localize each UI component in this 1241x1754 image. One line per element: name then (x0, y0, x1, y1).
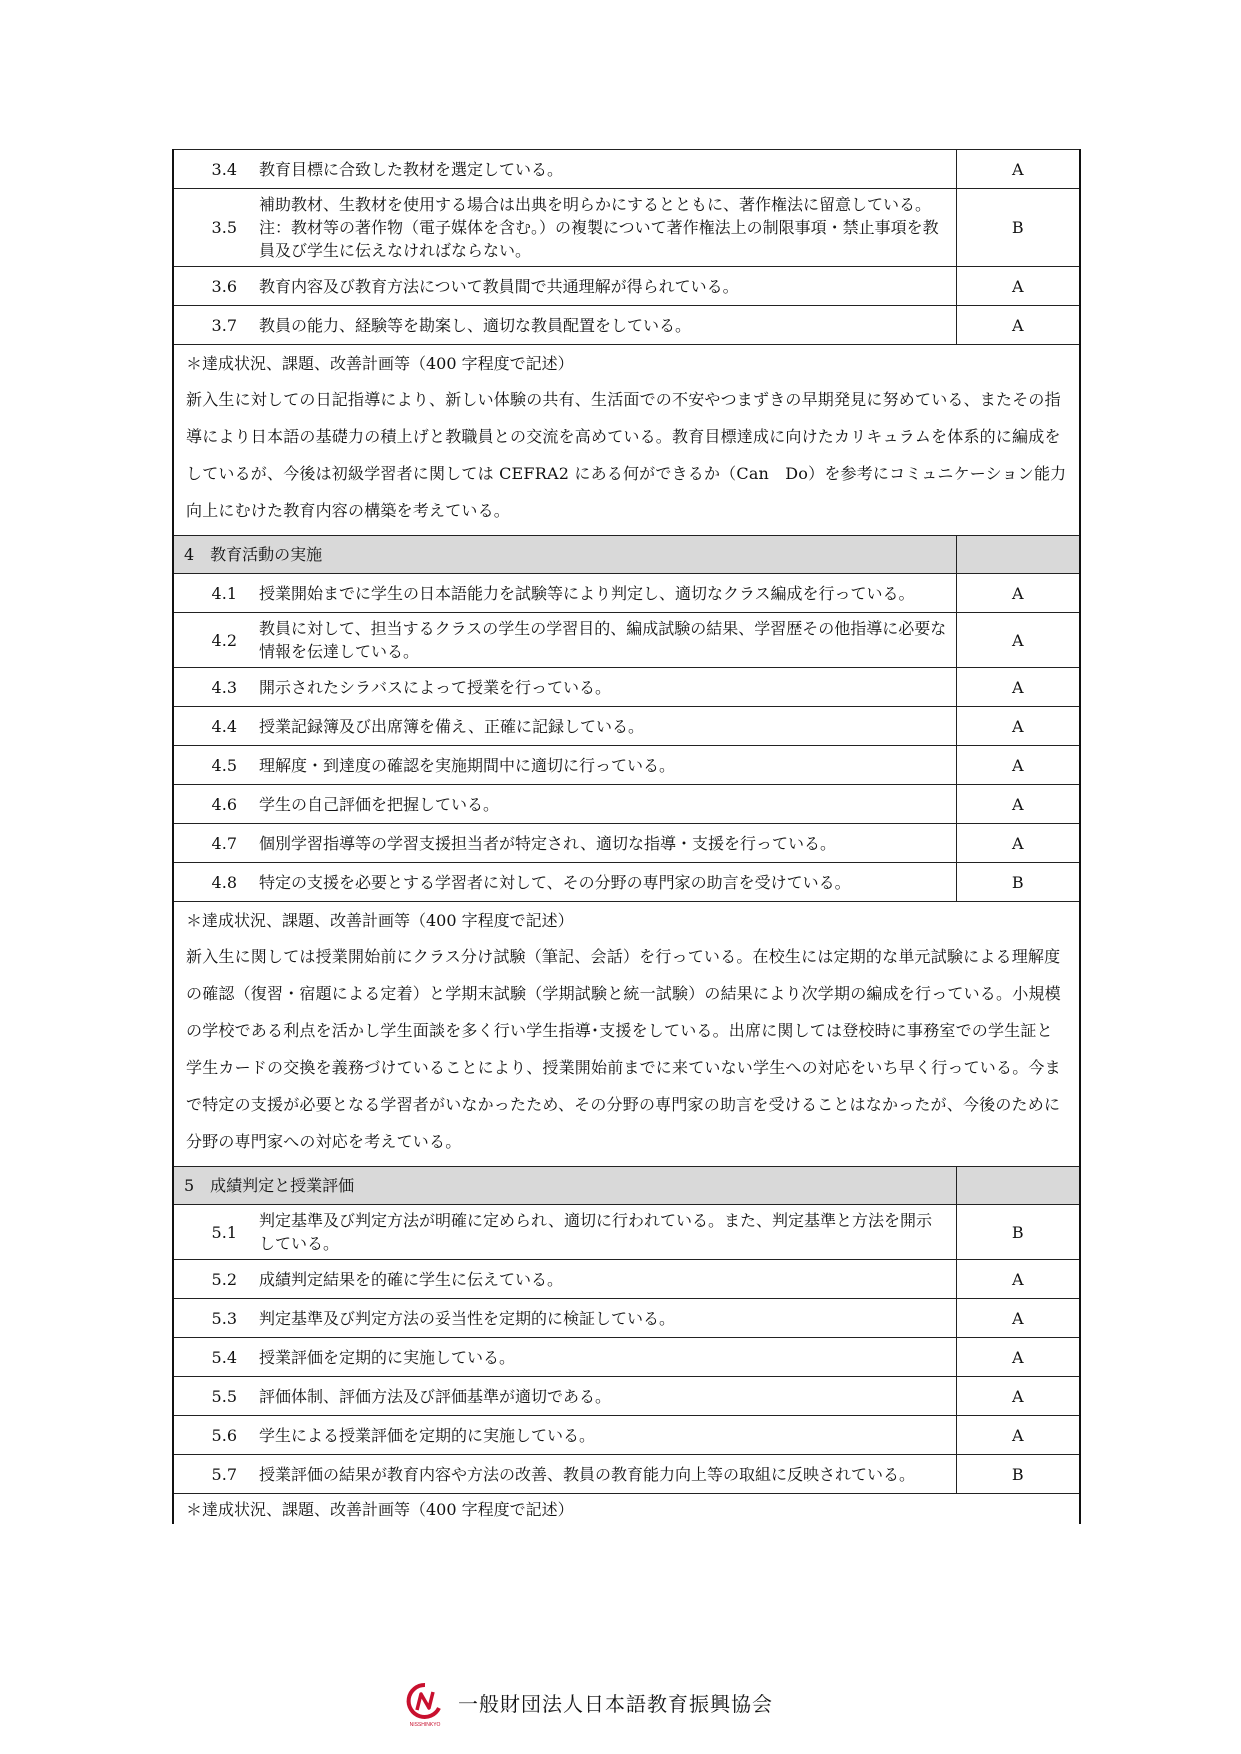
comment-body: 新入生に対しての日記指導により、新しい体験の共有、生活面での不安やつまずきの早期発見に努めている、またその指導により日本語の基礎力の積上げと教職員との交流を高めている。教育目標達成に向けたカリキュラムを体系的に編成をしているが、今後は初級学習者に関しては CEFRA2 にある何ができるか（Can Do）を参考にコミュニケーション能力向上にむけた教育内容の構築を考えている。 (186, 390, 1067, 520)
table-row (173, 150, 1080, 189)
section-grade-cell (956, 1167, 1080, 1205)
item-text (249, 1338, 956, 1377)
item-number: 4.1 (173, 574, 249, 613)
item-number: 3.4 (173, 150, 249, 189)
comment-cell (173, 1494, 1080, 1525)
table-row (173, 668, 1080, 707)
item-description: 理解度・到達度の確認を実施期間中に適切に行っている。 (259, 755, 676, 775)
grade-cell: A (956, 574, 1080, 613)
grade-cell: B (956, 1455, 1080, 1494)
item-text (249, 1299, 956, 1338)
item-description: 学生の自己評価を把握している。 (259, 794, 500, 814)
section-header-row (173, 536, 1080, 574)
item-number: 5.3 (173, 1299, 249, 1338)
table-row (173, 824, 1080, 863)
item-text (249, 863, 956, 902)
grade-cell: B (956, 863, 1080, 902)
grade-cell: B (956, 1205, 1080, 1260)
table-row (173, 1416, 1080, 1455)
grade-cell: B (956, 189, 1080, 267)
table-row (173, 1338, 1080, 1377)
comment-cell (173, 902, 1080, 1167)
grade-cell: A (956, 150, 1080, 189)
grade-cell: A (956, 1299, 1080, 1338)
item-text (249, 150, 956, 189)
item-description: 補助教材、生教材を使用する場合は出典を明らかにするとともに、著作権法に留意している。 (259, 195, 932, 214)
item-description: 特定の支援を必要とする学習者に対して、その分野の専門家の助言を受けている。 (259, 872, 851, 892)
grade-cell: A (956, 1338, 1080, 1377)
item-text (249, 1416, 956, 1455)
evaluation-table (172, 149, 1081, 1524)
grade-cell: A (956, 1260, 1080, 1299)
comment-heading: ＊達成状況、課題、改善計画等（400 字程度で記述） (186, 911, 574, 930)
item-description: 成績判定結果を的確に学生に伝えている。 (259, 1269, 564, 1289)
item-text (249, 707, 956, 746)
item-number: 4.4 (173, 707, 249, 746)
item-description: 判定基準及び判定方法の妥当性を定期的に検証している。 (259, 1308, 676, 1328)
section-title: 4 教育活動の実施 (173, 536, 956, 574)
footer (0, 1682, 1241, 1728)
item-description: 開示されたシラバスによって授業を行っている。 (259, 677, 612, 697)
nisshinkyo-logo-icon (405, 1682, 445, 1728)
item-description: 授業評価を定期的に実施している。 (259, 1347, 516, 1367)
comment-heading: ＊達成状況、課題、改善計画等（400 字程度で記述） (186, 354, 574, 373)
item-description: 教育内容及び教育方法について教員間で共通理解が得られている。 (259, 276, 739, 296)
grade-cell: A (956, 267, 1080, 306)
item-number: 4.8 (173, 863, 249, 902)
comment-row (173, 902, 1080, 1167)
grade-cell: A (956, 1416, 1080, 1455)
table-row (173, 785, 1080, 824)
item-description: 教員の能力、経験等を勘案し、適切な教員配置をしている。 (259, 315, 692, 335)
table-row (173, 267, 1080, 306)
table-row (173, 613, 1080, 668)
item-number: 4.7 (173, 824, 249, 863)
table-row (173, 574, 1080, 613)
item-number: 5.6 (173, 1416, 249, 1455)
item-text (249, 668, 956, 707)
item-number: 4.5 (173, 746, 249, 785)
item-number: 3.7 (173, 306, 249, 345)
comment-body: 新入生に関しては授業開始前にクラス分け試験（筆記、会話）を行っている。在校生には定期的な単元試験による理解度の確認（復習・宿題による定着）と学期末試験（学期試験と統一試験）の結果により次学期の編成を行っている。小規模の学校である利点を活かし学生面談を多く行い学生指導･支援をしている。出席に関しては登校時に事務室での学生証と学生カードの交換を義務づけていることにより、授業開始前までに来ていない学生への対応をいち早く行っている。今まで特定の支援が必要となる学習者がいなかったため、その分野の専門家の助言を受けることはなかったが、今後のために分野の専門家への対応を考えている。 (186, 947, 1061, 1151)
item-number: 5.5 (173, 1377, 249, 1416)
grade-cell: A (956, 1377, 1080, 1416)
item-number: 4.3 (173, 668, 249, 707)
grade-cell: A (956, 668, 1080, 707)
grade-cell: A (956, 824, 1080, 863)
table-row (173, 1377, 1080, 1416)
table-row (173, 1299, 1080, 1338)
table-row (173, 1260, 1080, 1299)
comment-heading: ＊達成状況、課題、改善計画等（400 字程度で記述） (186, 1499, 574, 1519)
svg-text:NISSHINKYO: NISSHINKYO (409, 1722, 441, 1728)
item-text (249, 1455, 956, 1494)
table-row (173, 1205, 1080, 1260)
table-row (173, 746, 1080, 785)
grade-cell: A (956, 707, 1080, 746)
item-text (249, 785, 956, 824)
section-grade-cell (956, 536, 1080, 574)
item-description: 授業記録簿及び出席簿を備え、正確に記録している。 (259, 716, 644, 736)
item-description: 授業開始までに学生の日本語能力を試験等により判定し、適切なクラス編成を行っている。 (259, 583, 915, 603)
table-row (173, 863, 1080, 902)
item-description: 教育目標に合致した教材を選定している。 (259, 159, 564, 179)
item-number: 5.2 (173, 1260, 249, 1299)
item-text (249, 1377, 956, 1416)
item-text (249, 306, 956, 345)
item-text (249, 267, 956, 306)
item-description: 教員に対して、担当するクラスの学生の学習目的、編成試験の結果、学習歴その他指導に必要な情報を伝達している。 (259, 619, 947, 661)
item-description: 授業評価の結果が教育内容や方法の改善、教員の教育能力向上等の取組に反映されている。 (259, 1464, 916, 1484)
item-description: 判定基準及び判定方法が明確に定められ、適切に行われている。また、判定基準と方法を開示している。 (259, 1211, 932, 1253)
grade-cell: A (956, 613, 1080, 668)
section-header-row (173, 1167, 1080, 1205)
item-description: 学生による授業評価を定期的に実施している。 (259, 1425, 596, 1445)
comment-row (173, 1494, 1080, 1525)
section-title: 5 成績判定と授業評価 (173, 1167, 956, 1205)
item-number: 3.5 (173, 189, 249, 267)
grade-cell: A (956, 306, 1080, 345)
item-text (249, 574, 956, 613)
item-text (249, 613, 956, 668)
item-description: 個別学習指導等の学習支援担当者が特定され、適切な指導・支援を行っている。 (259, 833, 836, 853)
grade-cell: A (956, 746, 1080, 785)
item-number: 4.6 (173, 785, 249, 824)
table-row (173, 707, 1080, 746)
comment-cell (173, 345, 1080, 536)
table-row (173, 306, 1080, 345)
item-text (249, 746, 956, 785)
organization-name: 一般財団法人日本語教育振興協会 (458, 1692, 773, 1716)
item-number: 5.7 (173, 1455, 249, 1494)
grade-cell: A (956, 785, 1080, 824)
item-text (249, 1205, 956, 1260)
table-row (173, 189, 1080, 267)
item-text (249, 824, 956, 863)
item-description: 評価体制、評価方法及び評価基準が適切である。 (259, 1386, 612, 1406)
item-note: 注：教材等の著作物（電子媒体を含む。）の複製について著作権法上の制限事項・禁止事項を教員及び学生に伝えなければならない。 (259, 218, 939, 260)
table-row (173, 1455, 1080, 1494)
item-text (249, 1260, 956, 1299)
item-number: 4.2 (173, 613, 249, 668)
item-number: 3.6 (173, 267, 249, 306)
item-number: 5.1 (173, 1205, 249, 1260)
item-text (249, 189, 956, 267)
item-number: 5.4 (173, 1338, 249, 1377)
comment-row (173, 345, 1080, 536)
